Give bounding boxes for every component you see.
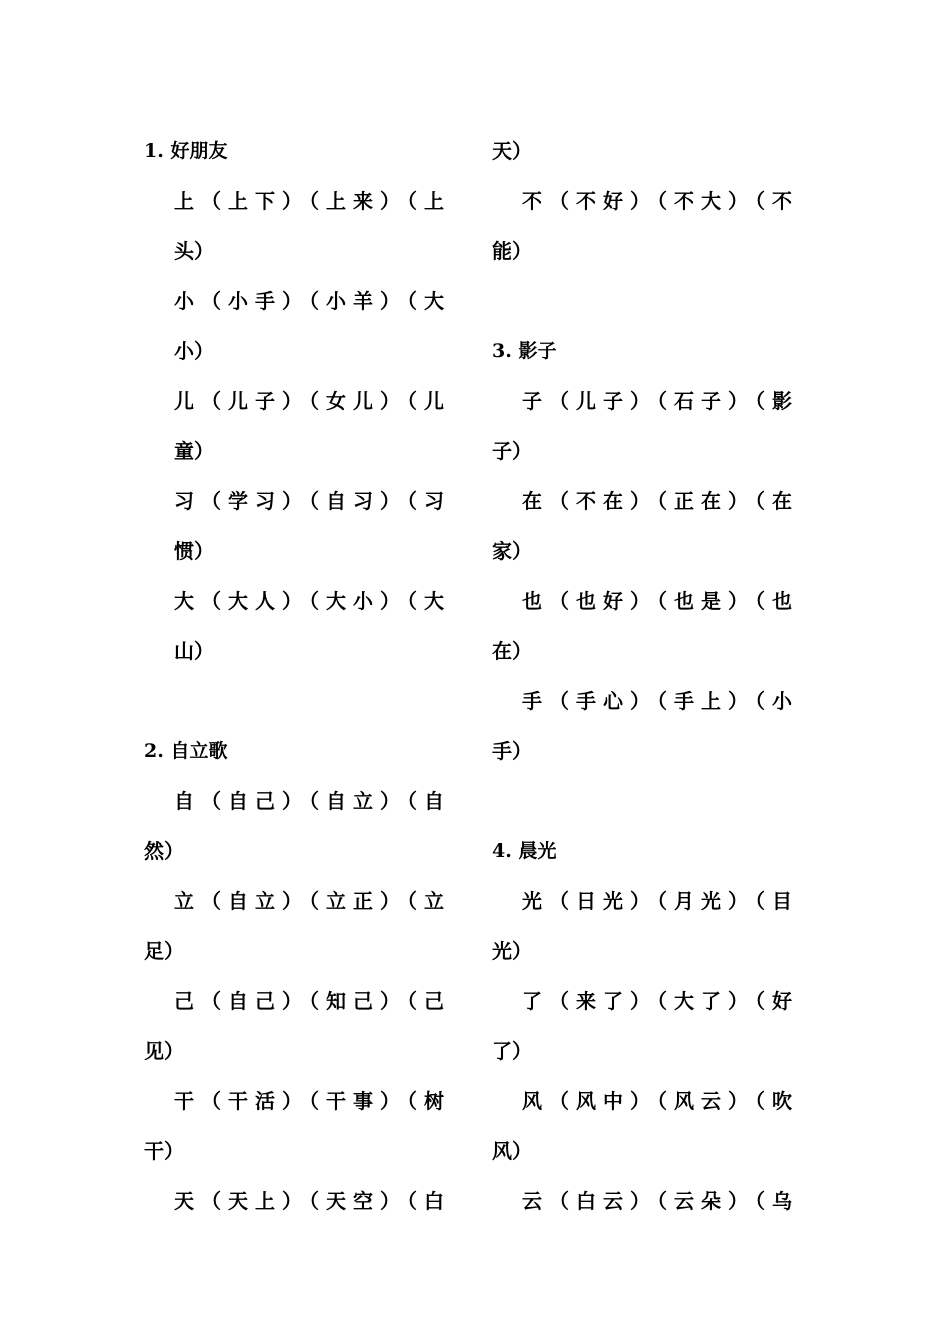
section-heading: 1. 好朋友: [144, 140, 228, 162]
word-entry-continuation: 子）: [492, 439, 532, 463]
word-entry-continuation: 山）: [174, 639, 214, 663]
word-entry-continuation: 干）: [144, 1139, 184, 1163]
word-entry: 在（不在）（正在）（在: [522, 489, 799, 513]
word-entry-continuation: 小）: [174, 339, 214, 363]
word-entry: 立（自立）（立正）（立: [174, 889, 451, 913]
word-entry: 不（不好）（不大）（不: [522, 189, 799, 213]
word-entry: 干（干活）（干事）（树: [174, 1089, 451, 1113]
word-entry-continuation: 手）: [492, 739, 532, 763]
word-entry: 也（也好）（也是）（也: [522, 589, 799, 613]
spacer: [492, 276, 812, 326]
spacer: [144, 676, 464, 726]
word-entry-continuation: 足）: [144, 939, 184, 963]
word-entry-continuation: 光）: [492, 939, 532, 963]
word-entry-continuation: 见）: [144, 1039, 184, 1063]
word-entry-continuation: 风）: [492, 1139, 532, 1163]
word-entry: 天（天上）（天空）（白: [174, 1189, 451, 1213]
word-entry-continuation: 惯）: [174, 539, 214, 563]
word-entry-continuation: 能）: [492, 239, 532, 263]
word-entry-continuation: 天）: [492, 139, 532, 163]
word-entry: 习（学习）（自习）（习: [174, 489, 451, 513]
spacer: [492, 776, 812, 826]
word-entry-continuation: 在）: [492, 639, 532, 663]
word-entry: 云（白云）（云朵）（乌: [522, 1189, 799, 1213]
word-entry-continuation: 然）: [144, 839, 184, 863]
word-entry-continuation: 童）: [174, 439, 214, 463]
word-entry-continuation: 了）: [492, 1039, 532, 1063]
section-heading: 4. 晨光: [492, 840, 557, 862]
word-entry: 上（上下）（上来）（上: [174, 189, 451, 213]
left-column: [144, 126, 464, 1226]
word-entry: 了（来了）（大了）（好: [522, 989, 799, 1013]
section-heading: 3. 影子: [492, 340, 557, 362]
word-entry: 小（小手）（小羊）（大: [174, 289, 451, 313]
word-entry-continuation: 家）: [492, 539, 532, 563]
word-entry: 儿（儿子）（女儿）（儿: [174, 389, 451, 413]
word-entry: 风（风中）（风云）（吹: [522, 1089, 799, 1113]
section-heading: 2. 自立歌: [144, 740, 228, 762]
word-entry-continuation: 头）: [174, 239, 214, 263]
word-entry: 光（日光）（月光）（目: [522, 889, 799, 913]
word-entry: 己（自己）（知己）（己: [174, 989, 451, 1013]
word-entry: 手（手心）（手上）（小: [522, 689, 799, 713]
word-entry: 大（大人）（大小）（大: [174, 589, 451, 613]
word-entry: 自（自己）（自立）（自: [174, 789, 451, 813]
right-column: [492, 126, 812, 1226]
word-entry: 子（儿子）（石子）（影: [522, 389, 799, 413]
